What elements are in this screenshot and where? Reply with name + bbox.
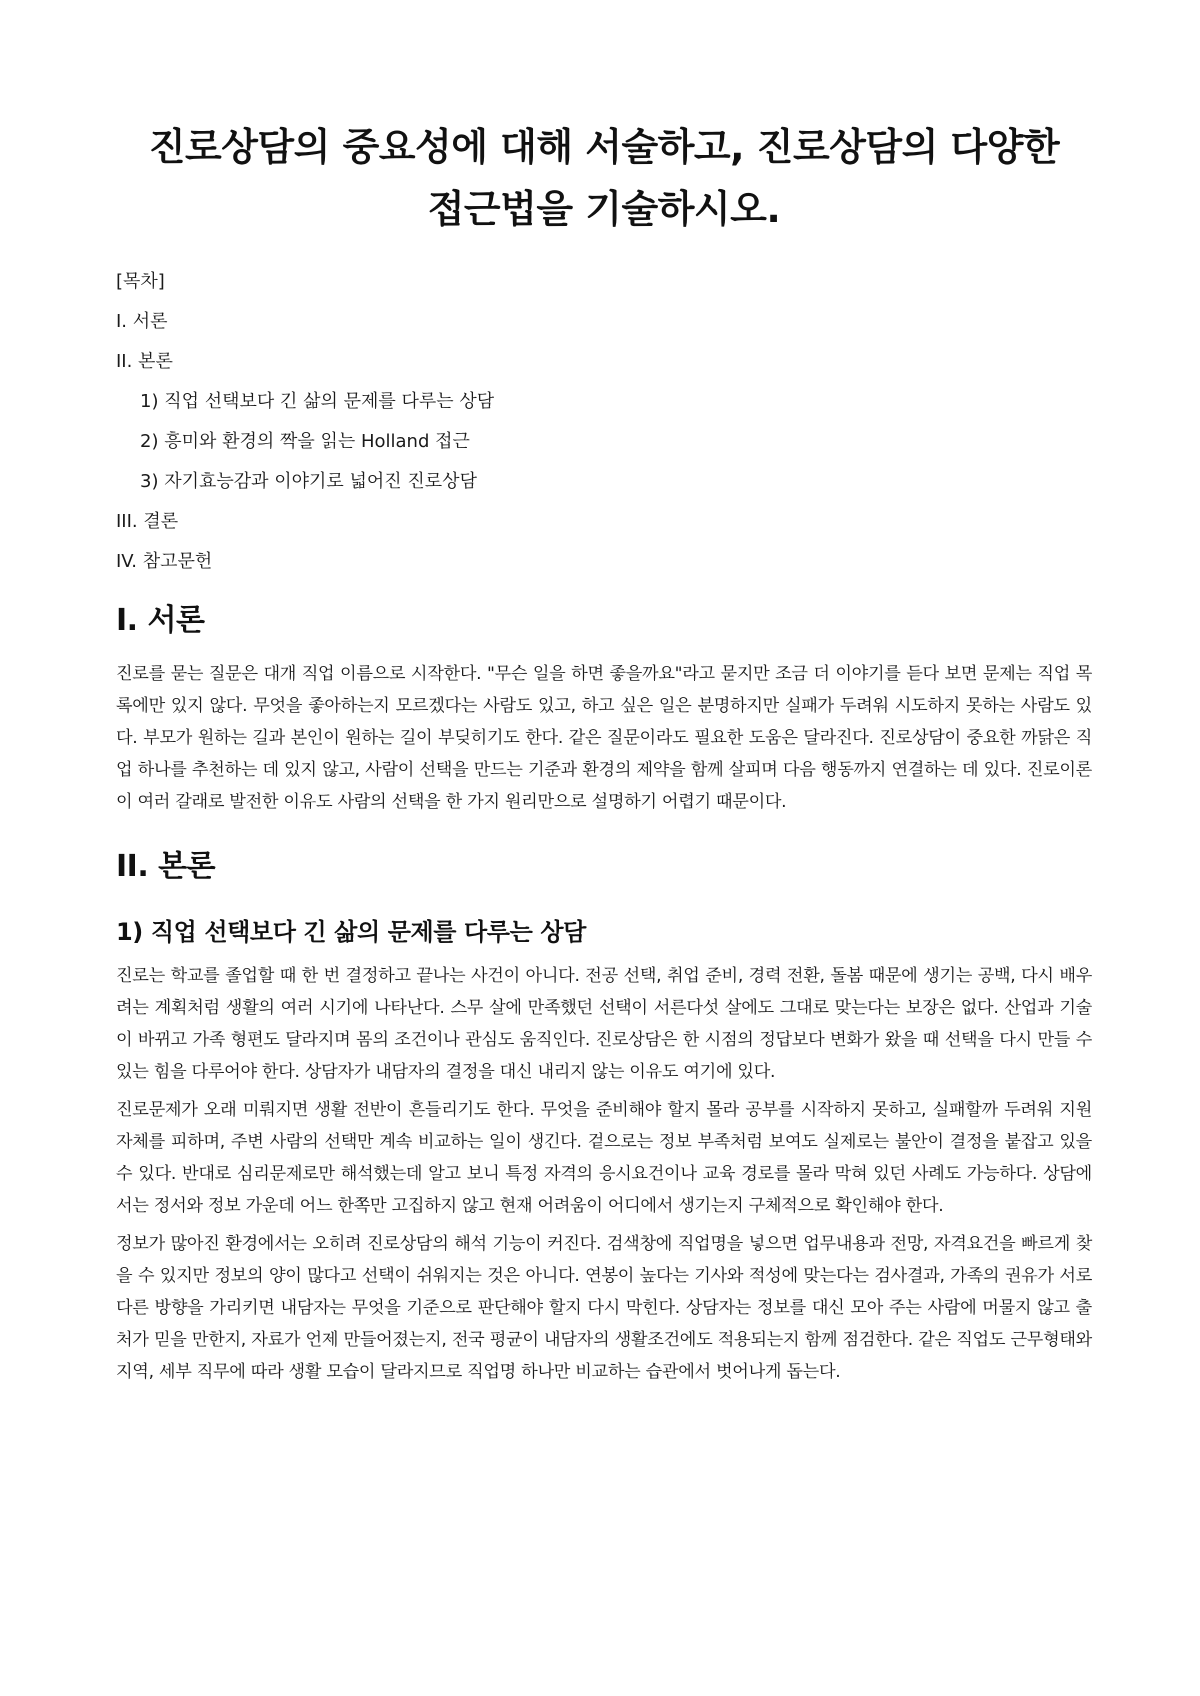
intro-heading: I. 서론	[116, 603, 205, 638]
body-heading: II. 본론	[116, 849, 216, 884]
toc-item: I. 서론	[116, 311, 168, 332]
toc-heading: [목차]	[116, 271, 165, 292]
section-heading: 1) 직업 선택보다 긴 삶의 문제를 다루는 상담	[116, 918, 586, 946]
toc-subitem: 3) 자기효능감과 이야기로 넓어진 진로상담	[140, 471, 477, 492]
document-title: 진로상담의 중요성에 대해 서술하고, 진로상담의 다양한 접근법을 기술하시오.	[148, 125, 1060, 231]
toc-item: IV. 참고문헌	[116, 551, 213, 572]
body-paragraph: 정보가 많아진 환경에서는 오히려 진로상담의 해석 기능이 커진다. 검색창에 직업명을 넣으면 업무내용과 전망, 자격요건을 빠르게 찾을 수 있지만 정보의 양이 많다고 선택이 쉬워지는 것은 아니다. 연봉이 높다는 기사와 적성에 맞는다는 검사결과, 가족의 권유가 서로 다른 방향을 가리키면 내담자는 무엇을 기준으로 판단해야 할지 다시 막힌다. 상담자는 정보를 대신 모아 주는 사람에 머물지 않고 출처가 믿을 만한지, 자료가 언제 만들어졌는지, 전국 평균이 내담자의 생활조건에도 적용되는지 함께 점검한다. 같은 직업도 근무형태와 지역, 세부 직무에 따라 생활 모습이 달라지므로 직업명 하나만 비교하는 습관에서 벗어나게 돕는다.	[116, 1234, 1092, 1382]
body-paragraph: 진로는 학교를 졸업할 때 한 번 결정하고 끝나는 사건이 아니다. 전공 선택, 취업 준비, 경력 전환, 돌봄 때문에 생기는 공백, 다시 배우려는 계획처럼 생활의 여러 시기에 나타난다. 스무 살에 만족했던 선택이 서른다섯 살에도 그대로 맞는다는 보장은 없다. 산업과 기술이 바뀌고 가족 형편도 달라지며 몸의 조건이나 관심도 움직인다. 진로상담은 한 시점의 정답보다 변화가 왔을 때 선택을 다시 만들 수 있는 힘을 다루어야 한다. 상담자가 내담자의 결정을 대신 내리지 않는 이유도 여기에 있다.	[116, 966, 1092, 1082]
toc-item: II. 본론	[116, 351, 173, 372]
toc-subitem: 1) 직업 선택보다 긴 삶의 문제를 다루는 상담	[140, 391, 495, 412]
table-of-contents	[116, 262, 1092, 582]
body-paragraph: 진로문제가 오래 미뤄지면 생활 전반이 흔들리기도 한다. 무엇을 준비해야 할지 몰라 공부를 시작하지 못하고, 실패할까 두려워 지원 자체를 피하며, 주변 사람의 선택만 계속 비교하는 일이 생긴다. 겉으로는 정보 부족처럼 보여도 실제로는 불안이 결정을 붙잡고 있을 수 있다. 반대로 심리문제로만 해석했는데 알고 보니 특정 자격의 응시요건이나 교육 경로를 몰라 막혀 있던 사례도 가능하다. 상담에서는 정서와 정보 가운데 어느 한쪽만 고집하지 않고 현재 어려움이 어디에서 생기는지 구체적으로 확인해야 한다.	[116, 1100, 1092, 1216]
toc-item: III. 결론	[116, 511, 179, 532]
toc-subitem: 2) 흥미와 환경의 짝을 읽는 Holland 접근	[140, 431, 470, 452]
intro-paragraph: 진로를 묻는 질문은 대개 직업 이름으로 시작한다. "무슨 일을 하면 좋을까요"라고 묻지만 조금 더 이야기를 듣다 보면 문제는 직업 목록에만 있지 않다. 무엇을 좋아하는지 모르겠다는 사람도 있고, 하고 싶은 일은 분명하지만 실패가 두려워 시도하지 못하는 사람도 있다. 부모가 원하는 길과 본인이 원하는 길이 부딪히기도 한다. 같은 질문이라도 필요한 도움은 달라진다. 진로상담이 중요한 까닭은 직업 하나를 추천하는 데 있지 않고, 사람이 선택을 만드는 기준과 환경의 제약을 함께 살피며 다음 행동까지 연결하는 데 있다. 진로이론이 여러 갈래로 발전한 이유도 사람의 선택을 한 가지 원리만으로 설명하기 어렵기 때문이다.	[116, 664, 1092, 812]
